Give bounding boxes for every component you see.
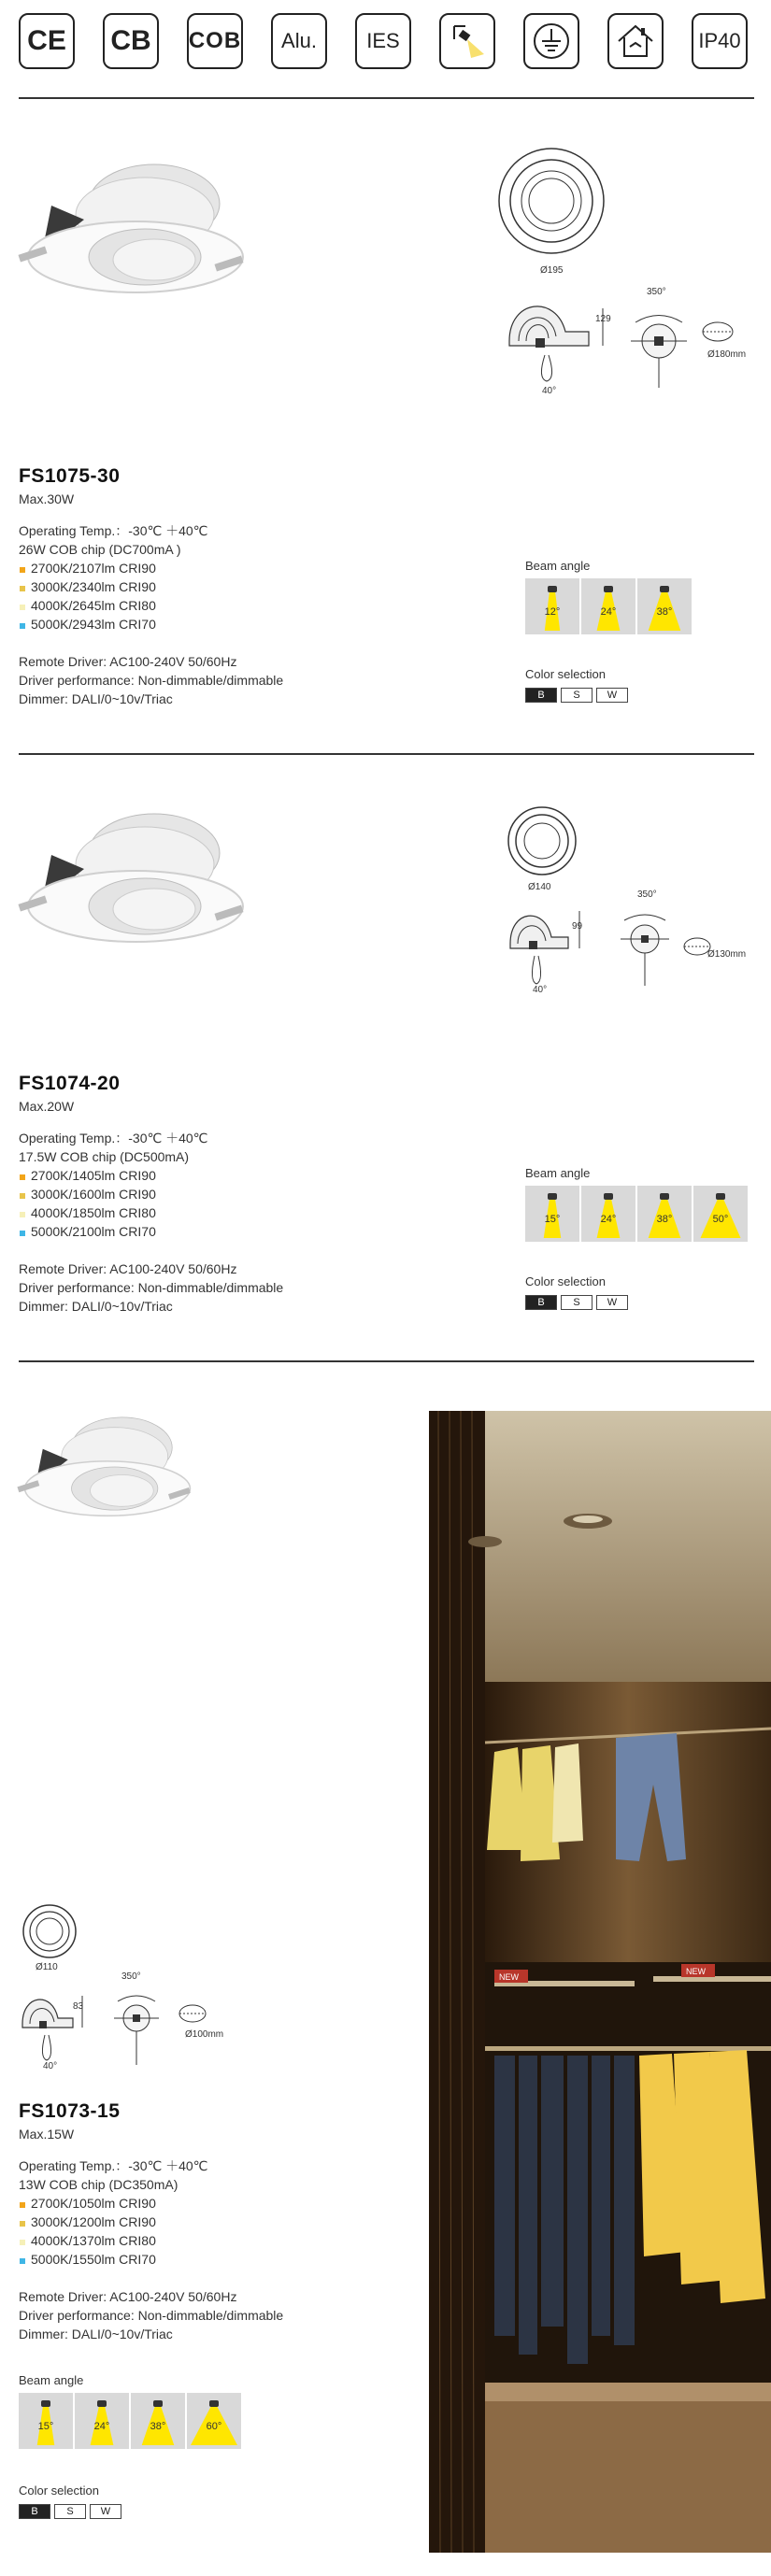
section-divider bbox=[19, 753, 754, 755]
beam-angle-row bbox=[525, 578, 692, 634]
beam-angle-title: Beam angle bbox=[525, 1166, 591, 1180]
lamp-head bbox=[548, 1193, 557, 1200]
operating-temp: Operating Temp.：-30℃ ＋40℃ bbox=[19, 1131, 208, 1146]
color-option-b[interactable]: B bbox=[525, 1295, 557, 1310]
beam-angle-tile bbox=[525, 578, 579, 634]
color-dot bbox=[20, 586, 25, 591]
cct-row: 2700K/1405lm CRI90 bbox=[19, 1166, 207, 1185]
tilt-label: 40° bbox=[43, 2061, 58, 2071]
beam-angle-row bbox=[19, 2393, 241, 2449]
remote-driver: Remote Driver: AC100-240V 50/60Hz bbox=[19, 1261, 237, 1276]
new-sign-text: NEW bbox=[499, 1972, 519, 1982]
color-option-b[interactable]: B bbox=[19, 2504, 50, 2519]
beam-angle-label: 15° bbox=[544, 1214, 561, 1225]
color-selection-row bbox=[525, 1295, 628, 1310]
cutout-label: Ø100mm bbox=[185, 2029, 224, 2040]
cct-row: 4000K/1370lm CRI80 bbox=[19, 2231, 207, 2250]
beam-angle-tile bbox=[19, 2393, 73, 2449]
tilt-label: 40° bbox=[533, 985, 548, 995]
color-dot bbox=[20, 1174, 25, 1180]
color-dot bbox=[20, 567, 25, 573]
chip-spec: 13W COB chip (DC350mA) bbox=[19, 2177, 178, 2192]
cutout-label: Ø130mm bbox=[707, 949, 747, 960]
beam-angle-label: 38° bbox=[150, 2421, 166, 2432]
cct-row: 3000K/1600lm CRI90 bbox=[19, 1185, 207, 1203]
beam-angle-tile bbox=[637, 578, 692, 634]
product-image-fs1073 bbox=[14, 1402, 201, 1532]
cct-row: 5000K/2100lm CRI70 bbox=[19, 1222, 207, 1241]
aluminium-icon: Alu. bbox=[271, 13, 327, 69]
height-label: 83 bbox=[73, 2001, 84, 2012]
cct-row: 2700K/1050lm CRI90 bbox=[19, 2194, 207, 2213]
rotation-label: 350° bbox=[647, 287, 666, 297]
tilt-label: 40° bbox=[542, 386, 557, 396]
cct-row: 4000K/2645lm CRI80 bbox=[19, 596, 207, 615]
rotation-drawing bbox=[110, 1985, 163, 2069]
beam-angle-label: 24° bbox=[93, 2421, 110, 2432]
cutout-drawing bbox=[178, 2001, 211, 2026]
rotation-label: 350° bbox=[121, 1971, 141, 1982]
driver-performance: Driver performance: Non-dimmable/dimmable bbox=[19, 2308, 284, 2323]
lamp-head bbox=[153, 2400, 163, 2407]
color-option-w[interactable]: W bbox=[90, 2504, 121, 2519]
cct-row: 3000K/1200lm CRI90 bbox=[19, 2213, 207, 2231]
driver-performance: Driver performance: Non-dimmable/dimmable bbox=[19, 1280, 284, 1295]
color-option-s[interactable]: S bbox=[561, 1295, 593, 1310]
lamp-head bbox=[716, 1193, 725, 1200]
ground-earth-icon bbox=[523, 13, 579, 69]
new-sign-text: NEW bbox=[686, 1967, 706, 1976]
beam-angle-tile bbox=[693, 1186, 748, 1242]
color-selection-row bbox=[525, 688, 628, 703]
section-divider bbox=[19, 97, 754, 99]
top-view-drawing bbox=[21, 1902, 79, 1960]
lamp-head bbox=[660, 586, 669, 592]
beam-angle-tile bbox=[131, 2393, 185, 2449]
color-dot bbox=[20, 2202, 25, 2208]
height-label: 129 bbox=[595, 314, 611, 324]
lamp-head bbox=[548, 586, 557, 592]
remote-driver: Remote Driver: AC100-240V 50/60Hz bbox=[19, 2289, 237, 2304]
cct-row: 3000K/2340lm CRI90 bbox=[19, 577, 207, 596]
beam-angle-label: 60° bbox=[206, 2421, 222, 2432]
top-view-drawing bbox=[505, 804, 579, 878]
beam-angle-label: 15° bbox=[37, 2421, 54, 2432]
ip40-icon: IP40 bbox=[692, 13, 748, 69]
color-dot bbox=[20, 605, 25, 610]
color-dot bbox=[20, 1193, 25, 1199]
max-power: Max.20W bbox=[19, 1099, 75, 1114]
chip-spec: 26W COB chip (DC700mA ) bbox=[19, 542, 181, 557]
driver-block bbox=[19, 2287, 283, 2343]
beam-angle-title: Beam angle bbox=[525, 559, 591, 573]
rotation-drawing bbox=[617, 902, 673, 990]
lamp-head bbox=[41, 2400, 50, 2407]
cutout-label: Ø180mm bbox=[707, 349, 747, 360]
indoor-house-icon bbox=[607, 13, 664, 69]
cct-row: 2700K/2107lm CRI90 bbox=[19, 559, 207, 577]
certification-icons-row bbox=[19, 13, 757, 73]
color-option-s[interactable]: S bbox=[561, 688, 593, 703]
product-image-fs1074 bbox=[14, 799, 257, 958]
color-option-b[interactable]: B bbox=[525, 688, 557, 703]
spec-block bbox=[19, 521, 207, 633]
color-dot bbox=[20, 2221, 25, 2227]
lamp-head bbox=[209, 2400, 219, 2407]
cob-icon: COB bbox=[187, 13, 243, 69]
model-name: FS1075-30 bbox=[19, 465, 121, 487]
rotation-drawing bbox=[626, 299, 692, 392]
beam-angle-title: Beam angle bbox=[19, 2373, 84, 2387]
operating-temp: Operating Temp.：-30℃ ＋40℃ bbox=[19, 523, 208, 538]
color-dot bbox=[20, 1231, 25, 1236]
lamp-head bbox=[604, 1193, 613, 1200]
beam-angle-tile bbox=[525, 1186, 579, 1242]
side-view-drawing bbox=[17, 1986, 92, 2066]
color-option-w[interactable]: W bbox=[596, 688, 628, 703]
dimmer: Dimmer: DALI/0~10v/Triac bbox=[19, 691, 173, 706]
diameter-label: Ø110 bbox=[36, 1962, 58, 1972]
side-view-drawing bbox=[503, 902, 587, 990]
lamp-head bbox=[604, 586, 613, 592]
driver-block bbox=[19, 652, 283, 708]
color-option-s[interactable]: S bbox=[54, 2504, 86, 2519]
lamp-head bbox=[97, 2400, 107, 2407]
dimmer: Dimmer: DALI/0~10v/Triac bbox=[19, 2327, 173, 2341]
diameter-label: Ø140 bbox=[528, 882, 551, 892]
cct-row: 5000K/2943lm CRI70 bbox=[19, 615, 207, 633]
color-selection-title: Color selection bbox=[525, 1274, 606, 1288]
side-view-drawing bbox=[500, 290, 612, 383]
beam-angle-label: 24° bbox=[600, 606, 617, 618]
cutout-drawing bbox=[701, 318, 738, 346]
beam-angle-row bbox=[525, 1186, 748, 1242]
color-dot bbox=[20, 623, 25, 629]
model-name: FS1074-20 bbox=[19, 1073, 121, 1094]
ies-icon: IES bbox=[355, 13, 411, 69]
remote-driver: Remote Driver: AC100-240V 50/60Hz bbox=[19, 654, 237, 669]
cb-mark-icon: CB bbox=[103, 13, 159, 69]
height-label: 99 bbox=[572, 921, 583, 932]
color-selection-title: Color selection bbox=[525, 667, 606, 681]
cct-row: 5000K/1550lm CRI70 bbox=[19, 2250, 207, 2269]
beam-angle-label: 50° bbox=[712, 1214, 729, 1225]
beam-angle-label: 38° bbox=[656, 1214, 673, 1225]
model-name: FS1073-15 bbox=[19, 2100, 121, 2122]
store-interior-photo bbox=[429, 1411, 771, 2553]
color-dot bbox=[20, 1212, 25, 1217]
beam-angle-label: 12° bbox=[544, 606, 561, 618]
ce-mark-icon: CE bbox=[19, 13, 75, 69]
spec-block bbox=[19, 1129, 207, 1241]
color-dot bbox=[20, 2258, 25, 2264]
color-selection-title: Color selection bbox=[19, 2483, 99, 2498]
max-power: Max.15W bbox=[19, 2127, 75, 2142]
adjustable-angle-icon bbox=[439, 13, 495, 69]
operating-temp: Operating Temp.：-30℃ ＋40℃ bbox=[19, 2158, 208, 2173]
diameter-label: Ø195 bbox=[540, 265, 564, 276]
spec-block bbox=[19, 2156, 207, 2269]
beam-angle-tile bbox=[581, 1186, 635, 1242]
beam-angle-tile bbox=[637, 1186, 692, 1242]
beam-angle-tile bbox=[581, 578, 635, 634]
beam-angle-tile bbox=[75, 2393, 129, 2449]
beam-angle-tile bbox=[187, 2393, 241, 2449]
color-dot bbox=[20, 2240, 25, 2245]
max-power: Max.30W bbox=[19, 491, 75, 506]
lamp-head bbox=[660, 1193, 669, 1200]
chip-spec: 17.5W COB chip (DC500mA) bbox=[19, 1149, 190, 1164]
color-option-w[interactable]: W bbox=[596, 1295, 628, 1310]
dimmer: Dimmer: DALI/0~10v/Triac bbox=[19, 1299, 173, 1314]
beam-angle-label: 38° bbox=[656, 606, 673, 618]
top-view-drawing bbox=[495, 145, 607, 257]
driver-performance: Driver performance: Non-dimmable/dimmable bbox=[19, 673, 284, 688]
cct-row: 4000K/1850lm CRI80 bbox=[19, 1203, 207, 1222]
section-divider bbox=[19, 1360, 754, 1362]
driver-block bbox=[19, 1260, 283, 1316]
color-selection-row bbox=[19, 2504, 121, 2519]
store-interior-illustration bbox=[429, 1411, 771, 2553]
beam-angle-label: 24° bbox=[600, 1214, 617, 1225]
product-image-fs1075 bbox=[14, 149, 257, 308]
rotation-label: 350° bbox=[637, 890, 657, 900]
